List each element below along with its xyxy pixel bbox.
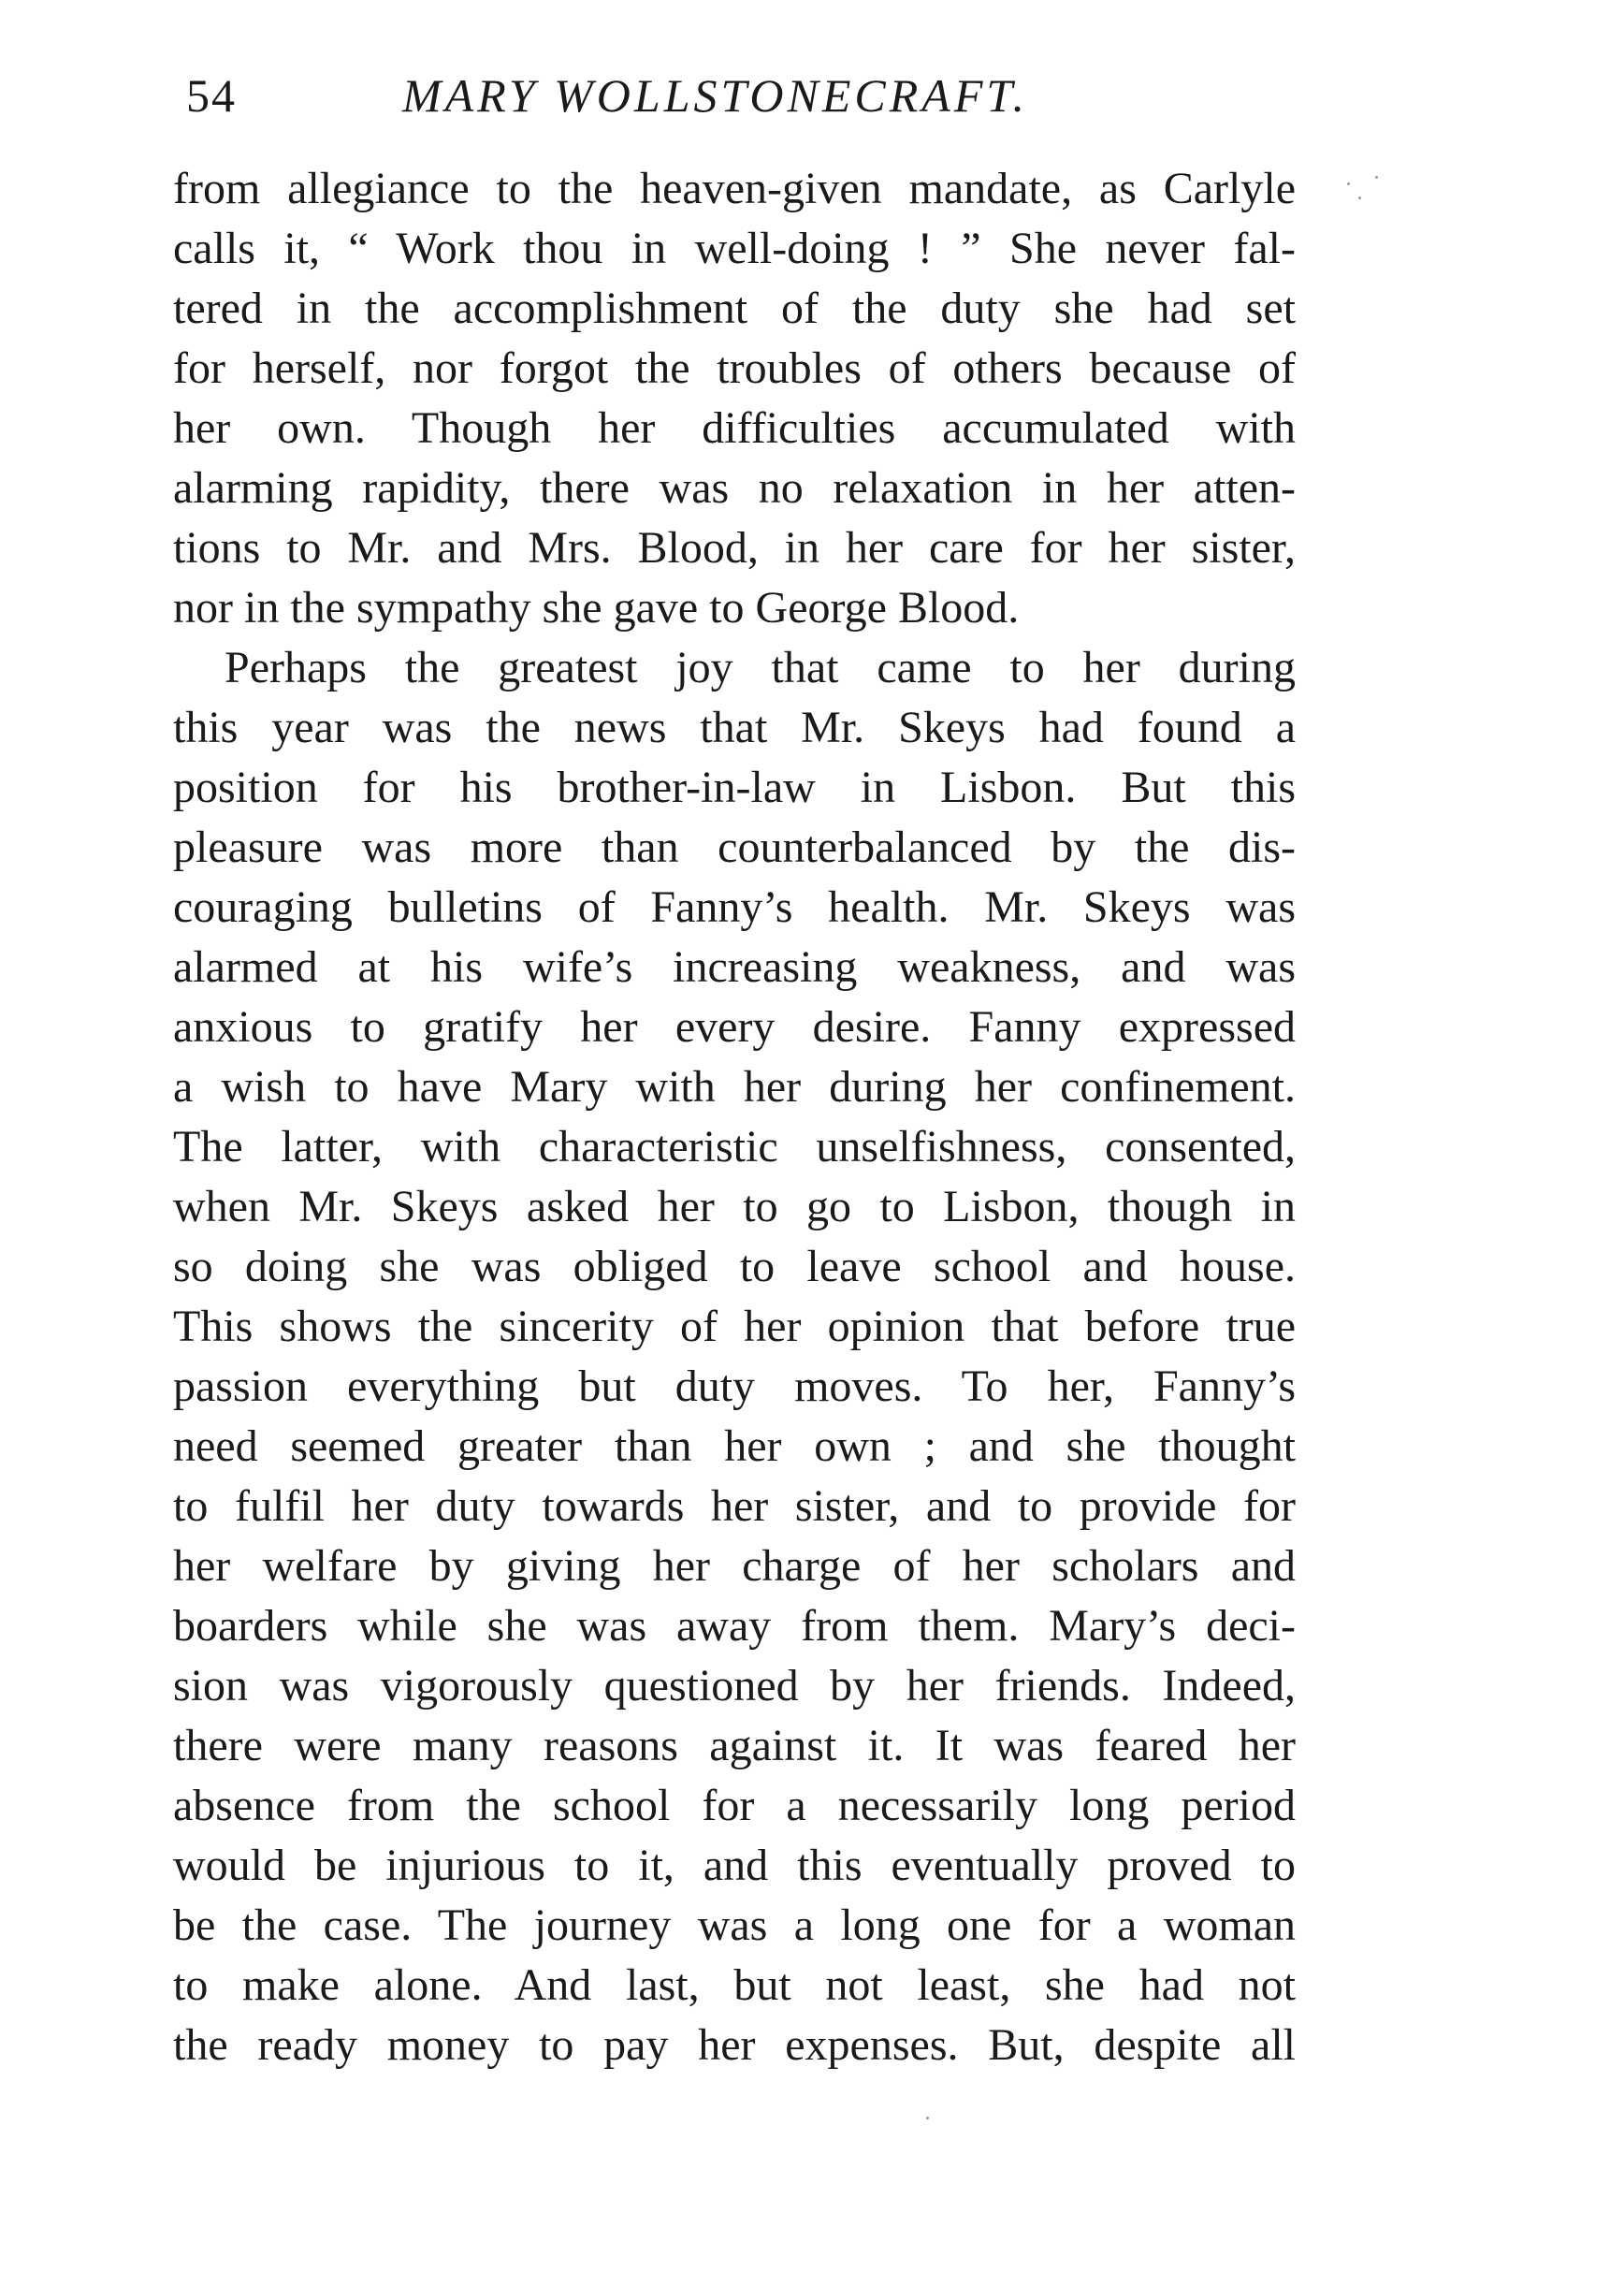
- scan-speck: [1358, 197, 1361, 199]
- text-line: pleasure was more than counterbalanced by the dis-: [173, 823, 1296, 872]
- text-line: alarming rapidity, there was no relaxation in her atten-: [173, 463, 1296, 513]
- scan-speck: [926, 2117, 929, 2119]
- text-line: to fulfil her duty towards her sister, and to provide for: [173, 1481, 1296, 1531]
- text-line: to make alone. And last, but not least, she had not: [173, 1960, 1296, 2010]
- text-line: the ready money to pay her expenses. But, despite all: [173, 2020, 1296, 2070]
- text-line: her own. Though her difficulties accumulated with: [173, 403, 1296, 453]
- text-line: her welfare by giving her charge of her scholars and: [173, 1541, 1296, 1591]
- text-line: tered in the accomplishment of the duty she had set: [173, 284, 1296, 333]
- text-line: tions to Mr. and Mrs. Blood, in her care for her sister,: [173, 523, 1296, 573]
- text-line: need seemed greater than her own ; and she thought: [173, 1421, 1296, 1471]
- text-line: couraging bulletins of Fanny’s health. Mr. Skeys was: [173, 882, 1296, 932]
- text-line: passion everything but duty moves. To her, Fanny’s: [173, 1361, 1296, 1411]
- text-line: calls it, “ Work thou in well-doing ! ” She never fal-: [173, 224, 1296, 273]
- text-line: absence from the school for a necessarily long period: [173, 1781, 1296, 1830]
- text-line: sion was vigorously questioned by her friends. Indeed,: [173, 1661, 1296, 1711]
- text-line: Perhaps the greatest joy that came to her during: [225, 643, 1296, 692]
- text-line: be the case. The journey was a long one for a woman: [173, 1900, 1296, 1950]
- text-line: nor in the sympathy she gave to George Blood.: [173, 583, 1020, 633]
- scan-speck: [1347, 182, 1350, 185]
- running-title: MARY WOLLSTONECRAFT.: [402, 69, 1028, 122]
- text-line: this year was the news that Mr. Skeys had found a: [173, 703, 1296, 752]
- text-line: would be injurious to it, and this eventually proved to: [173, 1841, 1296, 1890]
- text-line: alarmed at his wife’s increasing weakness, and was: [173, 942, 1296, 992]
- text-line: anxious to gratify her every desire. Fanny expressed: [173, 1002, 1296, 1052]
- running-head: [173, 58, 1314, 133]
- text-line: for herself, nor forgot the troubles of others because of: [173, 343, 1296, 393]
- text-line: The latter, with characteristic unselfishness, consented,: [173, 1122, 1296, 1172]
- body-text: [173, 159, 1296, 2075]
- text-line: from allegiance to the heaven-given mandate, as Carlyle: [173, 164, 1296, 213]
- text-line: when Mr. Skeys asked her to go to Lisbon, though in: [173, 1182, 1296, 1231]
- text-line: boarders while she was away from them. Mary’s deci-: [173, 1601, 1296, 1651]
- text-line: there were many reasons against it. It was feared her: [173, 1721, 1296, 1770]
- page-number: 54: [186, 69, 237, 122]
- paragraph: [173, 638, 1296, 2075]
- text-line: position for his brother-in-law in Lisbon. But this: [173, 763, 1296, 812]
- paragraph: [173, 159, 1296, 638]
- text-line: This shows the sincerity of her opinion that before true: [173, 1302, 1296, 1351]
- text-line: so doing she was obliged to leave school and house.: [173, 1242, 1296, 1291]
- scan-speck: [1375, 176, 1378, 179]
- text-line: a wish to have Mary with her during her confinement.: [173, 1062, 1296, 1112]
